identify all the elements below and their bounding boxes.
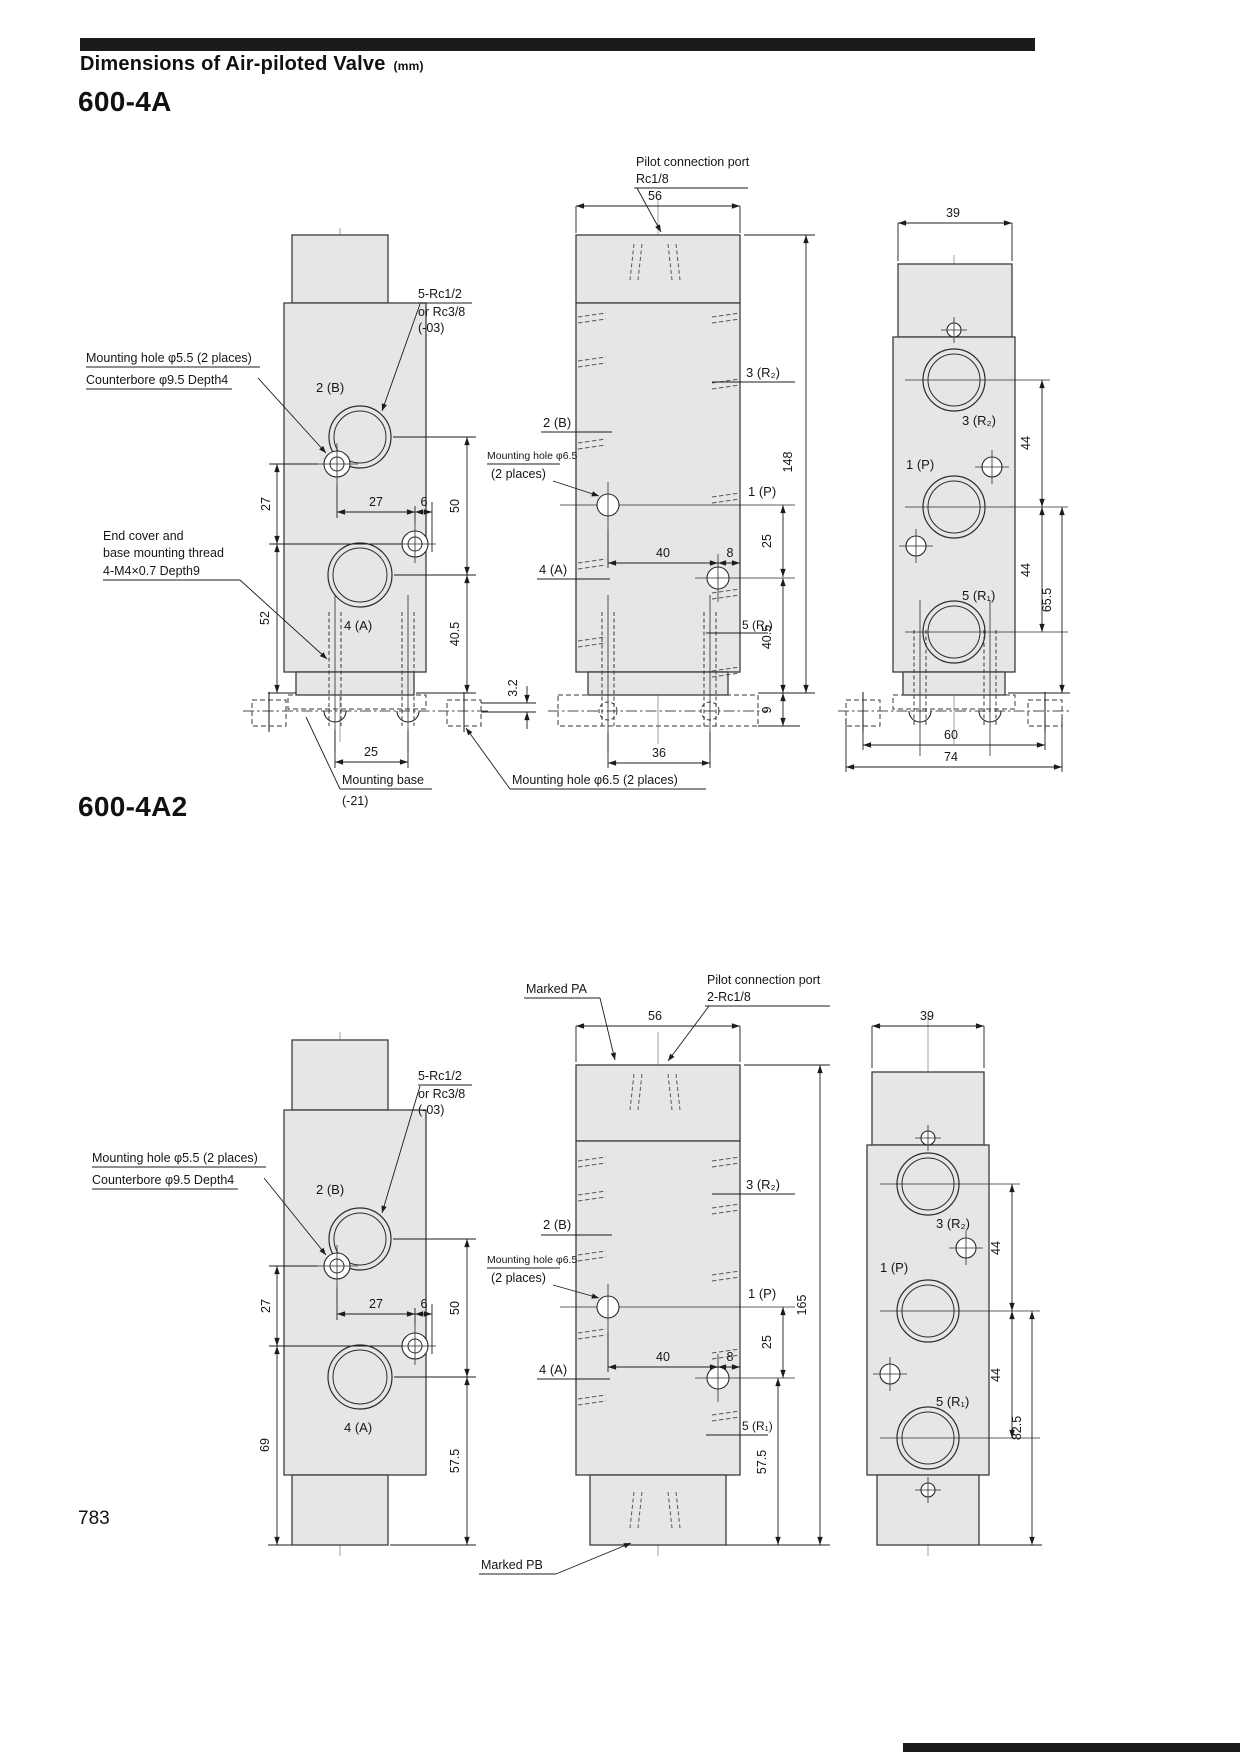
label-marked-pa: Marked PA (526, 982, 587, 996)
dim-6: 6 (420, 495, 428, 509)
dim-27-vertical: 27 (259, 497, 273, 511)
label-port-2b-front: 2 (B) (543, 1217, 572, 1232)
front-view (479, 973, 830, 1574)
dim-40: 40 (656, 1350, 670, 1364)
dim-65-5: 65.5 (1040, 587, 1054, 613)
label-port-3r2-right: 3 (R₂) (962, 413, 996, 428)
dim-25-base: 25 (364, 745, 378, 759)
label-pilot-port-2: Rc1/8 (636, 172, 669, 186)
label-port-2b: 2 (B) (316, 380, 345, 395)
label-marked-pb: Marked PB (481, 1558, 543, 1572)
label-end-cover-1: End cover and (103, 529, 184, 543)
dim-8: 8 (726, 1350, 734, 1364)
label-rc-3: (-03) (418, 1103, 445, 1117)
dim-57-5: 57.5 (755, 1449, 769, 1475)
dim-50: 50 (448, 1301, 462, 1315)
left-view (86, 228, 536, 808)
dim-44-upper: 44 (989, 1241, 1003, 1255)
label-port-1p: 1 (P) (748, 484, 777, 499)
label-end-cover-2: base mounting thread (103, 546, 224, 560)
page-unit: (mm) (393, 59, 424, 73)
dim-60: 60 (944, 728, 958, 742)
model-title-600-4a2: 600-4A2 (78, 791, 188, 822)
dim-44-lower: 44 (1019, 563, 1033, 577)
label-rc-3: (-03) (418, 321, 445, 335)
dim-25: 25 (760, 534, 774, 548)
dim-44-lower: 44 (989, 1368, 1003, 1382)
page-title-text: Dimensions of Air-piloted Valve (80, 53, 386, 75)
label-port-4a-front: 4 (A) (539, 562, 568, 577)
dim-8: 8 (726, 546, 734, 560)
label-mounting-hole-55: Mounting hole φ5.5 (2 places) (92, 1151, 258, 1165)
label-pilot-port-1: Pilot connection port (636, 155, 750, 169)
dim-74: 74 (944, 750, 958, 764)
dim-39: 39 (920, 1009, 934, 1023)
label-mounting-hole-55: Mounting hole φ5.5 (2 places) (86, 351, 252, 365)
dim-44-upper: 44 (1019, 436, 1033, 450)
label-port-3r2: 3 (R₂) (746, 365, 780, 380)
dim-40-5: 40.5 (760, 624, 774, 650)
label-pilot-port-1: Pilot connection port (707, 973, 821, 987)
label-mounting-hole-65-1: Mounting hole φ6.5 (487, 1254, 578, 1266)
footer-bar (903, 1743, 1240, 1752)
label-port-3r2-right: 3 (R₂) (936, 1216, 970, 1231)
dim-40-5-left: 40.5 (448, 621, 462, 647)
label-port-1p-right: 1 (P) (880, 1260, 909, 1275)
dim-57-5-left: 57.5 (448, 1448, 462, 1474)
label-port-5r1-right: 5 (R₁) (936, 1394, 970, 1409)
label-rc-2: or Rc3/8 (418, 305, 466, 319)
dim-50: 50 (448, 499, 462, 513)
page-title (80, 53, 424, 76)
label-counterbore: Counterbore φ9.5 Depth4 (86, 373, 229, 387)
label-port-5r1: 5 (R₁) (742, 618, 773, 632)
header-bar (80, 38, 1035, 51)
model-title-600-4a: 600-4A (78, 86, 172, 117)
dim-25: 25 (760, 1335, 774, 1349)
label-mounting-hole-65-1: Mounting hole φ6.5 (487, 450, 578, 462)
dim-27-horizontal: 27 (369, 495, 383, 509)
dim-27-vertical: 27 (259, 1299, 273, 1313)
label-port-4a: 4 (A) (344, 1420, 373, 1435)
label-counterbore: Counterbore φ9.5 Depth4 (92, 1173, 235, 1187)
label-port-4a-front: 4 (A) (539, 1362, 568, 1377)
label-end-cover-3: 4-M4×0.7 Depth9 (103, 564, 200, 578)
dim-52: 52 (258, 611, 272, 625)
dim-56: 56 (648, 189, 662, 203)
dim-148: 148 (781, 451, 795, 473)
label-port-1p: 1 (P) (748, 1286, 777, 1301)
label-port-2b-front: 2 (B) (543, 415, 572, 430)
label-rc-1: 5-Rc1/2 (418, 287, 462, 301)
label-mounting-hole-65-bottom: Mounting hole φ6.5 (2 places) (512, 773, 678, 787)
label-mounting-base-1: Mounting base (342, 773, 425, 787)
label-mounting-hole-65-2: (2 places) (491, 467, 546, 481)
left-view (92, 1032, 476, 1556)
dim-36: 36 (652, 746, 666, 760)
page-number: 783 (78, 1508, 110, 1529)
dim-6: 6 (420, 1297, 428, 1311)
dim-39: 39 (946, 206, 960, 220)
label-port-5r1-right: 5 (R₁) (962, 588, 996, 603)
label-mounting-hole-65-2: (2 places) (491, 1271, 546, 1285)
label-pilot-port-2: 2-Rc1/8 (707, 990, 751, 1004)
dim-9: 9 (760, 706, 774, 714)
label-port-3r2: 3 (R₂) (746, 1177, 780, 1192)
right-view (867, 1009, 1042, 1556)
label-rc-2: or Rc3/8 (418, 1087, 466, 1101)
label-port-2b: 2 (B) (316, 1182, 345, 1197)
label-rc-1: 5-Rc1/2 (418, 1069, 462, 1083)
drawing-600-4a (0, 140, 1240, 812)
drawing-600-4a2 (0, 840, 1240, 1592)
dim-40: 40 (656, 546, 670, 560)
label-mounting-base-2: (-21) (342, 794, 369, 808)
label-port-4a: 4 (A) (344, 618, 373, 633)
dim-165: 165 (795, 1294, 809, 1316)
dim-27-horizontal: 27 (369, 1297, 383, 1311)
right-view (838, 206, 1070, 772)
dim-56: 56 (648, 1009, 662, 1023)
dim-69: 69 (258, 1438, 272, 1452)
label-port-5r1: 5 (R₁) (742, 1419, 773, 1433)
dim-3-2: 3.2 (506, 679, 520, 697)
dim-82-5: 82.5 (1010, 1415, 1024, 1441)
label-port-1p-right: 1 (P) (906, 457, 935, 472)
